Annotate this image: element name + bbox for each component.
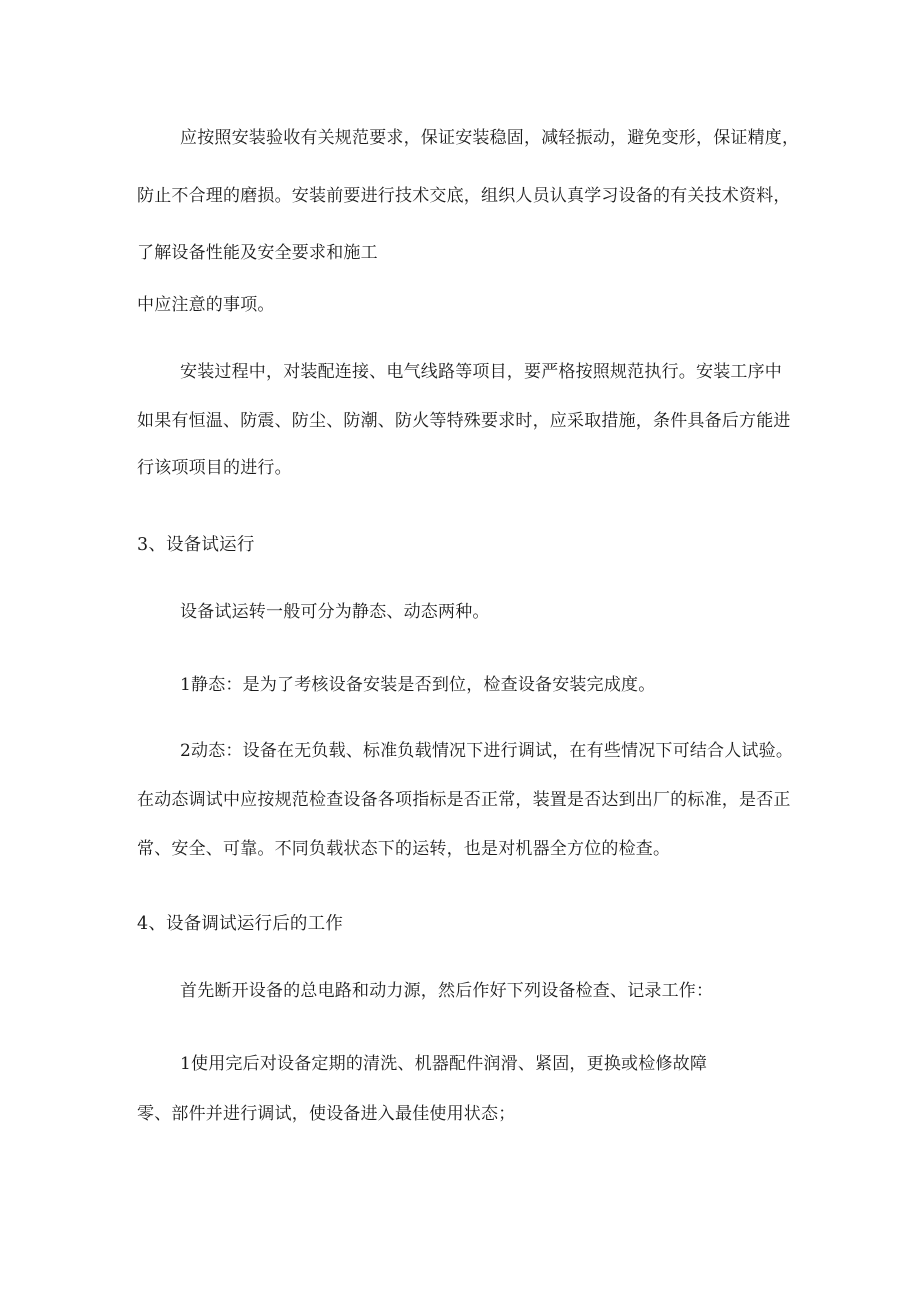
paragraph-2-line-1: 中应注意的事项。 xyxy=(137,295,275,315)
paragraph-1-line-1: 应按照安装验收有关规范要求，保证安装稳固，减轻振动，避免变形，保证精度， xyxy=(180,128,800,148)
paragraph-10-line-1: 1使用完后对设备定期的清洗、机器配件润滑、紧固，更换或检修故障 xyxy=(180,1054,708,1074)
section-heading-3: 3、设备试运行 xyxy=(137,535,255,555)
paragraph-1-line-3: 了解设备性能及安全要求和施工 xyxy=(137,243,378,263)
paragraph-7-line-2: 在动态调试中应按规范检查设备各项指标是否正常，装置是否达到出厂的标准，是否正 xyxy=(137,790,791,810)
paragraph-1-line-2: 防止不合理的磨损。安装前要进行技术交底，组织人员认真学习设备的有关技术资料， xyxy=(137,186,791,206)
paragraph-7-line-1: 2动态：设备在无负载、标准负载情况下进行调试，在有些情况下可结合人试验。 xyxy=(180,741,794,761)
paragraph-3-line-3: 行该项项目的进行。 xyxy=(137,458,292,478)
paragraph-6-line-1: 1静态：是为了考核设备安装是否到位，检查设备安装完成度。 xyxy=(180,675,656,695)
paragraph-5-line-1: 设备试运转一般可分为静态、动态两种。 xyxy=(180,602,490,622)
paragraph-10-line-2: 零、部件并进行调试，使设备进入最佳使用状态； xyxy=(137,1104,516,1124)
paragraph-3-line-2: 如果有恒温、防震、防尘、防潮、防火等特殊要求时，应采取措施，条件具备后方能进 xyxy=(137,411,791,431)
paragraph-7-line-3: 常、安全、可靠。不同负载状态下的运转，也是对机器全方位的检查。 xyxy=(137,839,671,859)
paragraph-3-line-1: 安装过程中，对装配连接、电气线路等项目，要严格按照规范执行。安装工序中 xyxy=(180,362,782,382)
paragraph-9-line-1: 首先断开设备的总电路和动力源，然后作好下列设备检查、记录工作： xyxy=(180,981,714,1001)
section-heading-4: 4、设备调试运行后的工作 xyxy=(137,914,344,934)
